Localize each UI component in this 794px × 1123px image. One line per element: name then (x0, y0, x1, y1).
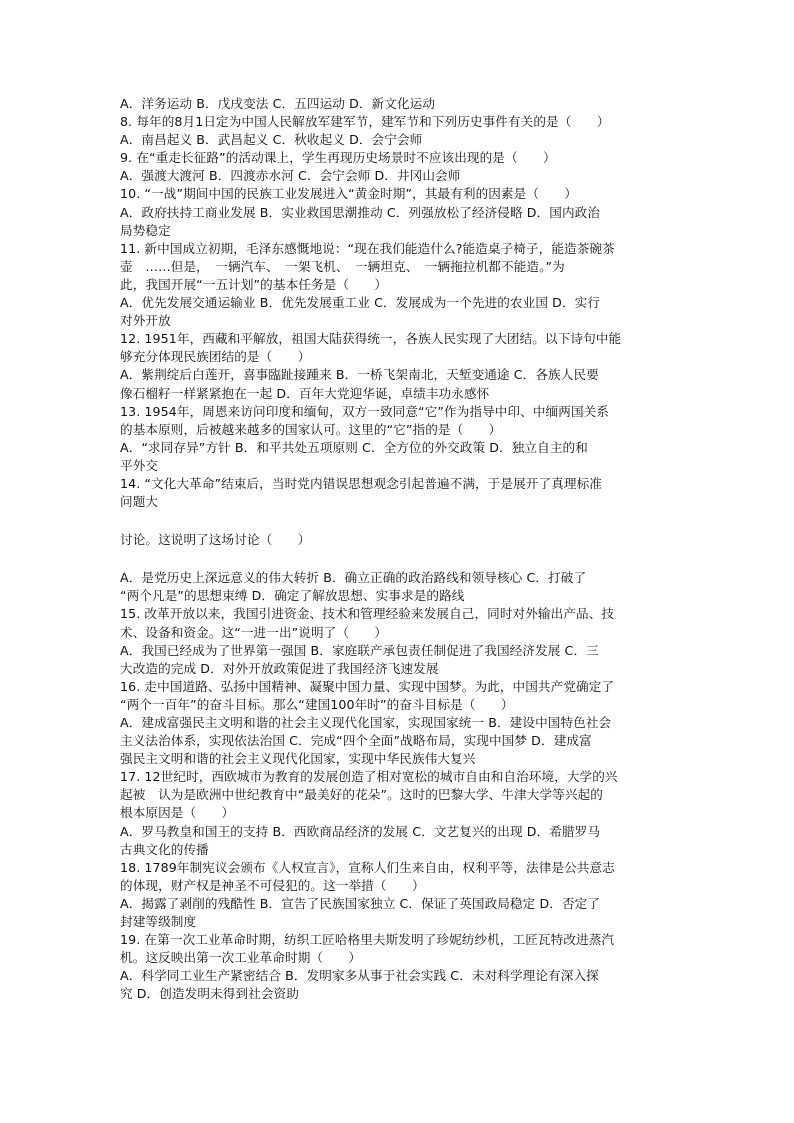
text-line: A．是党历史上深远意义的伟大转折 B．确立正确的政治路线和领导核心 C．打破了 (120, 570, 587, 586)
text-line: 根本原因是（ ） (120, 805, 235, 821)
question-text (120, 95, 680, 1022)
text-line: 9. 在“重走长征路”的活动课上，学生再现历史场景时不应该出现的是（ ） (120, 150, 556, 166)
text-line (120, 1004, 680, 1022)
text-line: 古典文化的传播 (120, 841, 209, 857)
text-line: 16. 走中国道路、弘扬中国精神、凝聚中国力量、实现中国梦。为此，中国共产党确定了 (120, 678, 615, 694)
blank-line (120, 549, 680, 569)
text-line: A．揭露了剥削的残酷性 B．宣告了民族国家独立 C．保证了英国政局稳定 D．否定了 (120, 895, 601, 911)
text-line: 17. 12世纪时，西欧城市为教育的发展创造了相对宽松的城市自由和自治环境，大学的兴 (120, 769, 618, 785)
text-line: 14. “文化大革命”结束后，当时党内错误思想观念引起普遍不满，于是展开了真理标准 (120, 475, 602, 491)
text-line: 19. 在第一次工业革命时期，纺织工匠哈格里夫斯发明了珍妮纺纱机，工匠瓦特改进蒸汽 (120, 932, 615, 948)
text-line: 8. 每年的8月1日定为中国人民解放军建军节，建军节和下列历史事件有关的是（ ） (120, 114, 610, 130)
text-line: 12. 1951年，西藏和平解放，祖国大陆获得统一，各族人民实现了大团结。以下诗句中能 (120, 331, 622, 347)
text-line: 壶 ……但是， 一辆汽车、 一架飞机、 一辆坦克、 一辆拖拉机都不能造。”为 (120, 258, 565, 274)
text-line: 的基本原则，后被越来越多的国家认可。这里的“它”指的是（ ） (120, 421, 502, 437)
text-line: A．政府扶持工商业发展 B．实业救国思潮推动 C．列强放松了经济侵略 D．国内政治 (120, 204, 601, 220)
text-line: 15. 改革开放以来，我国引进资金、技术和管理经验来发展自己，同时对外输出产品、技 (120, 606, 615, 622)
text-line: 18. 1789年制宪议会颁布《人权宣言》，宣称人们生来自由，权利平等，法律是公共意志 (120, 859, 615, 875)
text-line: 11. 新中国成立初期，毛泽东感慨地说：“现在我们能造什么?能造桌子椅子，能造茶碗茶 (120, 240, 615, 256)
text-line: 讨论。这说明了这场讨论（ ） (120, 532, 311, 548)
text-line: “两个凡是”的思想束缚 D．确定了解放思想、实事求是的路线 (120, 588, 465, 604)
text-line: 问题大 (120, 494, 159, 510)
text-line: 平外交 (120, 457, 159, 473)
text-line: 大改造的完成 D．对外开放政策促进了我国经济飞速发展 (120, 660, 439, 676)
text-line: A．洋务运动 B．戊戌变法 C．五四运动 D．新文化运动 (120, 96, 436, 111)
text-line: 强民主文明和谐的社会主义现代化国家，实现中华民族伟大复兴 (120, 751, 476, 767)
text-line: A．科学同工业生产紧密结合 B．发明家多从事于社会实践 C．未对科学理论有深入探 (120, 968, 599, 984)
text-line: 13. 1954年，周恩来访问印度和缅甸，双方一致同意“它”作为指导中印、中缅两国关系 (120, 403, 610, 419)
text-line: 机。这反映出第一次工业革命时期（ ） (120, 950, 362, 966)
text-line: 够充分体现民族团结的是（ ） (120, 349, 311, 365)
text-line: A．罗马教皇和国王的支持 B．西欧商品经济的发展 C．文艺复兴的出现 D．希腊罗马 (120, 823, 601, 839)
text-line: 对外开放 (120, 313, 171, 329)
text-line: “两个一百年”的奋斗目标。那么“建国100年时”的奋斗目标是（ ） (120, 696, 514, 712)
text-line: 术、设备和资金。这“一进一出”说明了（ ） (120, 624, 388, 640)
text-line: 像石榴籽一样紧紧抱在一起 D．百年大党迎华诞，卓绩丰功永感怀 (120, 385, 490, 401)
text-line: A．强渡大渡河 B．四渡赤水河 C．会宁会师 D．井冈山会师 (120, 168, 461, 184)
text-line: 10. “一战”期间中国的民族工业发展进入“黄金时期”，其最有利的因素是（ ） (120, 186, 578, 202)
text-line: 的体现，财产权是神圣不可侵犯的。这一举措（ ） (120, 877, 425, 893)
text-line: 封建等级制度 (120, 914, 197, 930)
text-line: A．“求同存异”方针 B．和平共处五项原则 C．全方位的外交政策 D．独立自主的和 (120, 439, 588, 455)
text-line: A．紫荆绽后白莲开，喜事臨趾接踵来 B．一桥飞架南北，天堑变通途 C．各族人民要 (120, 367, 599, 383)
text-line: A．我国已经成为了世界第一强国 B．家庭联产承包责任制促进了我国经济发展 C．三 (120, 642, 599, 658)
text-line: 起被 认为是欧洲中世纪教育中“最美好的花朵”。这时的巴黎大学、牛津大学等兴起的 (120, 787, 603, 803)
text-line: A．南昌起义 B．武昌起义 C．秋收起义 D．会宁会师 (120, 132, 423, 148)
text-line: 主义法治体系，实现依法治国 C．完成“四个全面”战略布局，实现中国梦 D．建成富 (120, 733, 592, 749)
text-line: 局势稳定 (120, 222, 171, 238)
text-line: A．优先发展交通运输业 B．优先发展重工业 C．发展成为一个先进的农业国 D．实行 (120, 295, 601, 311)
text-line: A．建成富强民主文明和谐的社会主义现代化国家，实现国家统一 B．建设中国特色社会 (120, 715, 612, 730)
blank-line (120, 511, 680, 531)
text-line: 此，我国开展“一五计划”的基本任务是（ ） (120, 276, 388, 292)
text-line: 究 D．创造发明未得到社会资助 (120, 986, 299, 1002)
